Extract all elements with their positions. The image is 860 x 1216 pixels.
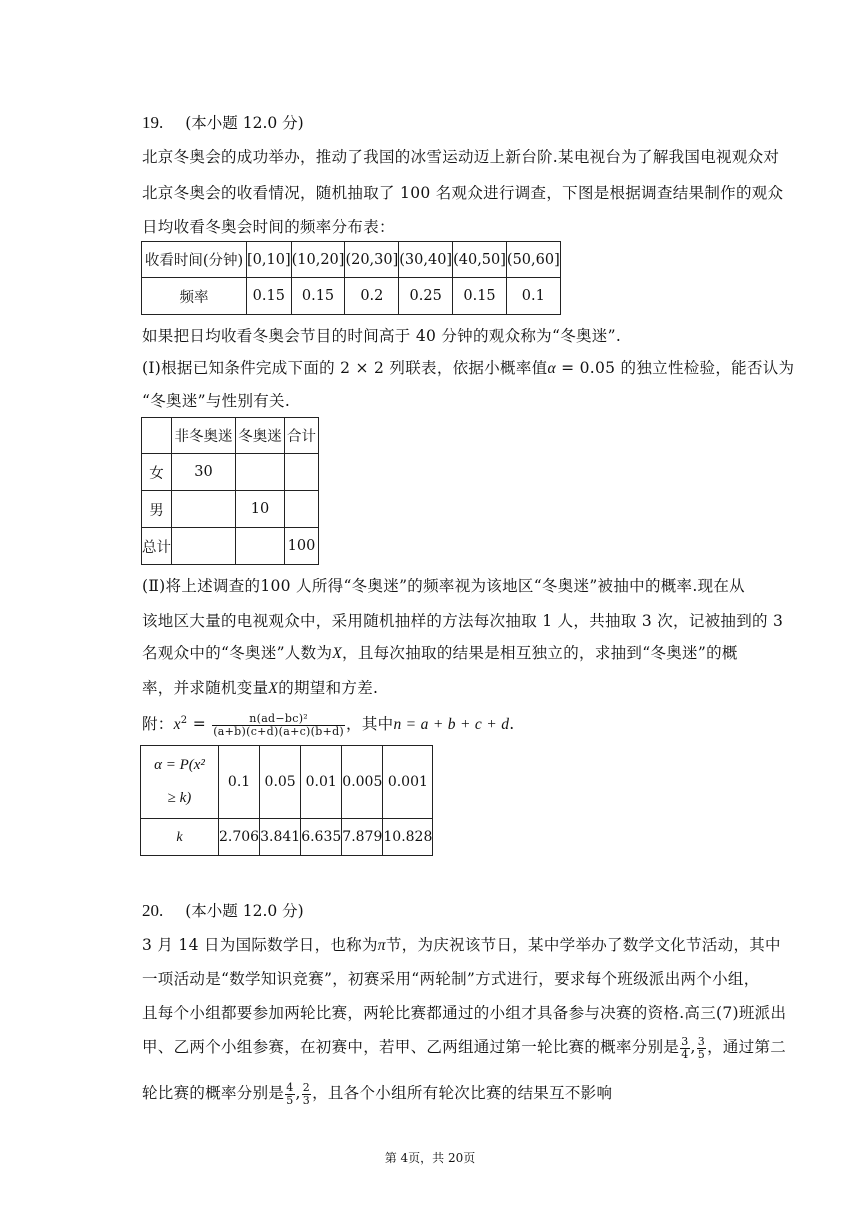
freq-value-cell: 频率 [142, 278, 247, 315]
contingency-cell [172, 491, 236, 528]
freq-header-cell: (20,30] [345, 242, 399, 278]
q19-intro-line-2: 北京冬奥会的收看情况，随机抽取了 100 名观众进行调查，下图是根据调查结果制作的观众 [142, 184, 784, 202]
denominator: 4 [681, 1047, 689, 1061]
fraction-2-3 [302, 1082, 311, 1107]
appendix-text: ，其中 [346, 715, 394, 734]
q20-line-2: 一项活动是“数学知识竞赛”，初赛采用“两轮制”方式进行，要求每个班级派出两个小组， [142, 970, 760, 988]
freq-value-cell: 0.1 [506, 278, 560, 315]
contingency-row [142, 528, 319, 565]
appendix-label: 附： [142, 715, 174, 734]
q20-line-3: 且每个小组都要参加两轮比赛，两轮比赛都通过的小组才具备参与决赛的资格.高三(7)班派出 [142, 1004, 787, 1022]
k-value-cell: 10.828 [383, 819, 433, 856]
page-footer: 第 4页，共 20页 [384, 1151, 476, 1165]
part2-text: 率，并求随机变量 [142, 679, 269, 697]
part1-text: = 0.05 的独立性检验，能否认为 [555, 359, 795, 377]
k-label-cell [141, 819, 219, 856]
alpha-cell: 0.005 [342, 746, 383, 819]
critical-head-line-2: ≥ k) [167, 790, 192, 806]
freq-value-cell: 0.15 [453, 278, 507, 315]
numerator: 4 [286, 1080, 294, 1094]
variable-x: X [332, 645, 343, 662]
contingency-cell: 总计 [142, 528, 172, 565]
part1-line-2: “冬奥迷”与性别有关. [142, 392, 291, 410]
pi-symbol: π [377, 937, 386, 954]
contingency-cell [236, 454, 285, 491]
equals: = [187, 715, 212, 734]
alpha-cell: 0.05 [260, 746, 301, 819]
critical-head-line-1: α = P(x² [154, 757, 205, 773]
q20-text: 轮比赛的概率分别是 [142, 1084, 285, 1102]
freq-header-cell: (40,50] [453, 242, 507, 278]
freq-value-cell: 0.25 [399, 278, 453, 315]
contingency-cell [236, 528, 285, 565]
part1-line-1 [142, 356, 794, 378]
question-points: (本小题 12.0 分) [185, 902, 304, 920]
q20-line-1 [142, 933, 781, 955]
contingency-cell [172, 528, 236, 565]
freq-value-cell: 0.2 [345, 278, 399, 315]
contingency-cell [142, 418, 172, 454]
freq-header-cell: [0,10] [247, 242, 292, 278]
part2-line-3 [142, 641, 738, 663]
part2-line-4 [142, 676, 378, 698]
contingency-cell [285, 454, 319, 491]
q20-text: 甲、乙两个小组参赛，在初赛中，若甲、乙两组通过第一轮比赛的概率分别是 [142, 1038, 680, 1056]
question-20-heading [142, 899, 304, 921]
q20-text: 节，为庆祝该节日，某中学举办了数学文化节活动，其中 [385, 936, 781, 954]
appendix-formula [142, 706, 515, 740]
contingency-cell: 冬奥迷 [236, 418, 285, 454]
freq-header-cell: 收看时间(分钟) [142, 242, 247, 278]
part2-text: 的期望和方差. [278, 679, 379, 697]
contingency-header-row [142, 418, 319, 454]
q20-line-4: 甲、乙两个小组参赛，在初赛中，若甲、乙两组通过第一轮比赛的概率分别是 $\frac{3}{4}$ , $\frac{3}{5}$ ，通过第二 [142, 1034, 787, 1061]
frequency-table-value-row [142, 278, 561, 315]
q19-intro-line-3: 日均收看冬奥会时间的频率分布表： [142, 218, 395, 236]
part2-text: ，且每次抽取的结果是相互独立的，求抽到“冬奥迷”的概 [342, 644, 738, 662]
critical-head-cell [141, 746, 219, 819]
contingency-cell: 非冬奥迷 [172, 418, 236, 454]
question-number: 20. [142, 901, 164, 920]
freq-header-cell: (50,60] [506, 242, 560, 278]
numerator: 3 [697, 1034, 706, 1048]
critical-k-row [141, 819, 433, 856]
chi-square-fraction [212, 713, 345, 738]
q20-text: ，且各个小组所有轮次比赛的结果互不影响 [312, 1084, 613, 1102]
q20-line-5: 轮比赛的概率分别是 $\frac{4}{5}$ , $\frac{2}{3}$ ，且各个小组所有轮次比赛的结果互不影响 [142, 1080, 613, 1107]
numerator: 3 [681, 1034, 689, 1048]
k-value-cell: 7.879 [342, 819, 383, 856]
definition-line: 如果把日均收看冬奥会节目的时间高于 40 分钟的观众称为“冬奥迷”. [142, 327, 622, 345]
q20-text: 3 月 14 日为国际数学日，也称为 [142, 936, 378, 954]
fraction-denominator: (a+b)(c+d)(a+c)(b+d) [213, 724, 345, 738]
frequency-table [141, 241, 561, 315]
contingency-cell: 女 [142, 454, 172, 491]
critical-value-table [140, 745, 433, 856]
contingency-cell [285, 491, 319, 528]
fraction-3-4 [680, 1036, 689, 1061]
n-definition: n = a + b + c + d [393, 716, 510, 734]
question-points: (本小题 12.0 分) [185, 114, 304, 132]
fraction-3-5 [697, 1036, 706, 1061]
question-number: 19. [142, 113, 164, 132]
k-value-cell: 2.706 [219, 819, 260, 856]
freq-value-cell: 0.15 [291, 278, 345, 315]
q20-text: ，通过第二 [707, 1038, 787, 1056]
q19-intro-line-1: 北京冬奥会的成功举办，推动了我国的冰雪运动迈上新台阶.某电视台为了解我国电视观众对 [142, 148, 780, 166]
contingency-row [142, 491, 319, 528]
part1-text: (Ⅰ)根据已知条件完成下面的 2 × 2 列联表，依据小概率值 [142, 359, 548, 377]
contingency-cell: 10 [236, 491, 285, 528]
contingency-row [142, 454, 319, 491]
freq-header-cell: (10,20] [291, 242, 345, 278]
freq-value-cell: 0.15 [247, 278, 292, 315]
contingency-cell: 合计 [285, 418, 319, 454]
alpha-cell: 0.1 [219, 746, 260, 819]
appendix-end: . [509, 715, 515, 734]
contingency-cell: 男 [142, 491, 172, 528]
frequency-table-header-row [142, 242, 561, 278]
alpha-cell: 0.01 [301, 746, 342, 819]
chi-exponent: 2 [180, 715, 188, 726]
variable-x: X [268, 680, 279, 697]
question-19-heading [142, 111, 304, 133]
numerator: 2 [302, 1080, 311, 1094]
fraction-4-5 [285, 1082, 294, 1107]
part2-text: 名观众中的“冬奥迷”人数为 [142, 644, 333, 662]
denominator: 5 [286, 1093, 294, 1107]
fraction-numerator: n(ad−bc)² [212, 713, 345, 726]
denominator: 3 [302, 1093, 311, 1107]
part2-line-1: (Ⅱ)将上述调查的100 人所得“冬奥迷”的频率视为该地区“冬奥迷”被抽中的概率.现在从 [142, 577, 745, 595]
k-symbol: k [176, 829, 183, 845]
k-value-cell: 6.635 [301, 819, 342, 856]
contingency-cell: 100 [285, 528, 319, 565]
alpha-symbol: α [547, 360, 556, 377]
contingency-table [141, 417, 319, 565]
part2-line-2: 该地区大量的电视观众中，采用随机抽样的方法每次抽取 1 人，共抽取 3 次，记被抽到的 3 [142, 612, 784, 630]
chi-symbol: x [173, 716, 181, 734]
denominator: 5 [697, 1047, 706, 1061]
critical-alpha-row [141, 746, 433, 819]
alpha-cell: 0.001 [383, 746, 433, 819]
k-value-cell: 3.841 [260, 819, 301, 856]
freq-header-cell: (30,40] [399, 242, 453, 278]
contingency-cell: 30 [172, 454, 236, 491]
